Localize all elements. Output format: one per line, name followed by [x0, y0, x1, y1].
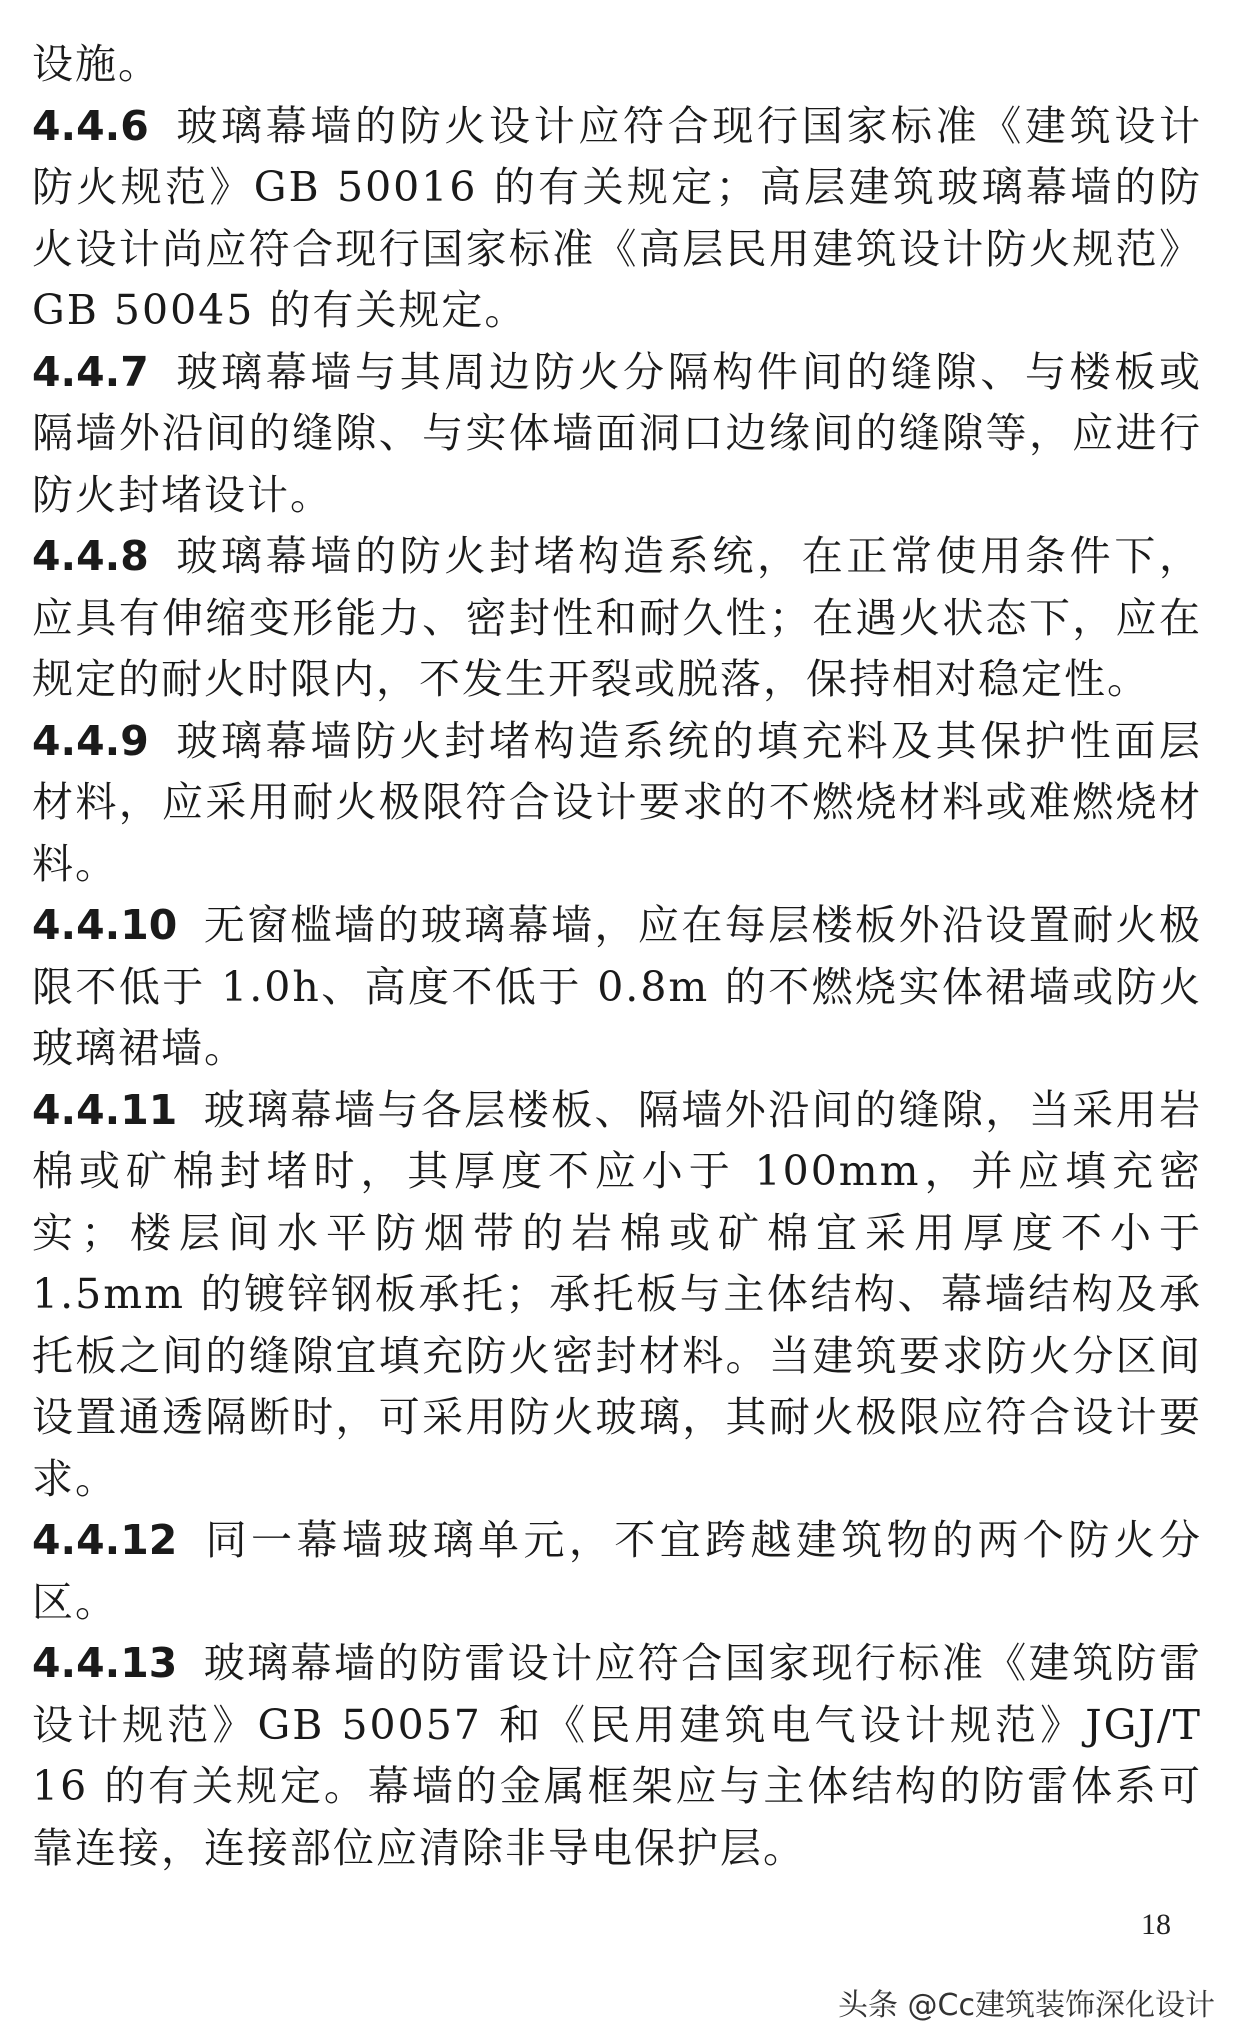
clause-number: 4.4.13	[32, 1639, 178, 1687]
clause-number: 4.4.11	[32, 1085, 178, 1134]
page-number: 18	[1141, 1908, 1171, 1941]
clause-number: 4.4.12	[32, 1516, 178, 1564]
clause-number: 4.4.7	[32, 347, 149, 396]
clause-4-4-7	[32, 342, 1202, 527]
clause-4-4-9	[32, 711, 1202, 896]
clause-text: 同一幕墙玻璃单元，不宜跨越建筑物的两个防火分区。	[32, 1516, 1202, 1626]
clause-number: 4.4.8	[32, 532, 149, 580]
lead-in-text: 设施。	[32, 40, 161, 88]
clause-number: 4.4.10	[32, 901, 178, 949]
clause-text: 玻璃幕墙的防火设计应符合现行国家标准《建筑设计防火规范》GB 50016 的有关规定；高层建筑玻璃幕墙的防火设计尚应符合现行国家标准《高层民用建筑设计防火规范》GB 50045 的有关规定。	[32, 101, 1202, 334]
clause-text: 玻璃幕墙的防雷设计应符合国家现行标准《建筑防雷设计规范》GB 50057 和《民用建筑电气设计规范》JGJ/T 16 的有关规定。幕墙的金属框架应与主体结构的防雷体系可靠连接，连接部位应清除非导电保护层。	[32, 1639, 1202, 1872]
clause-text: 玻璃幕墙与其周边防火分隔构件间的缝隙、与楼板或隔墙外沿间的缝隙、与实体墙面洞口边缘间的缝隙等，应进行防火封堵设计。	[32, 347, 1202, 519]
document-body	[32, 34, 1202, 1879]
clause-4-4-11	[32, 1080, 1202, 1511]
clause-4-4-12	[32, 1510, 1202, 1633]
source-watermark: 头条 @Cc建筑装饰深化设计	[838, 1988, 1215, 2023]
clause-4-4-10	[32, 895, 1202, 1080]
clause-text: 玻璃幕墙的防火封堵构造系统，在正常使用条件下，应具有伸缩变形能力、密封性和耐久性；在遇火状态下，应在规定的耐火时限内，不发生开裂或脱落，保持相对稳定性。	[32, 532, 1202, 703]
clause-4-4-13	[32, 1633, 1202, 1879]
clause-text: 玻璃幕墙防火封堵构造系统的填充料及其保护性面层材料，应采用耐火极限符合设计要求的不燃烧材料或难燃烧材料。	[32, 716, 1202, 888]
clause-number: 4.4.9	[32, 716, 149, 765]
clause-4-4-6	[32, 96, 1202, 342]
clause-text: 玻璃幕墙与各层楼板、隔墙外沿间的缝隙，当采用岩棉或矿棉封堵时，其厚度不应小于 100mm，并应填充密实；楼层间水平防烟带的岩棉或矿棉宜采用厚度不小于 1.5mm 的镀锌钢板承托；承托板与主体结构、幕墙结构及承托板之间的缝隙宜填充防火密封材料。当建筑要求防火分区间设置通透隔断时，可采用防火玻璃，其耐火极限应符合设计要求。	[32, 1085, 1202, 1503]
clause-4-4-8	[32, 526, 1202, 711]
clause-text: 无窗槛墙的玻璃幕墙，应在每层楼板外沿设置耐火极限不低于 1.0h、高度不低于 0.8m 的不燃烧实体裙墙或防火玻璃裙墙。	[32, 901, 1202, 1072]
clause-number: 4.4.6	[32, 101, 149, 150]
